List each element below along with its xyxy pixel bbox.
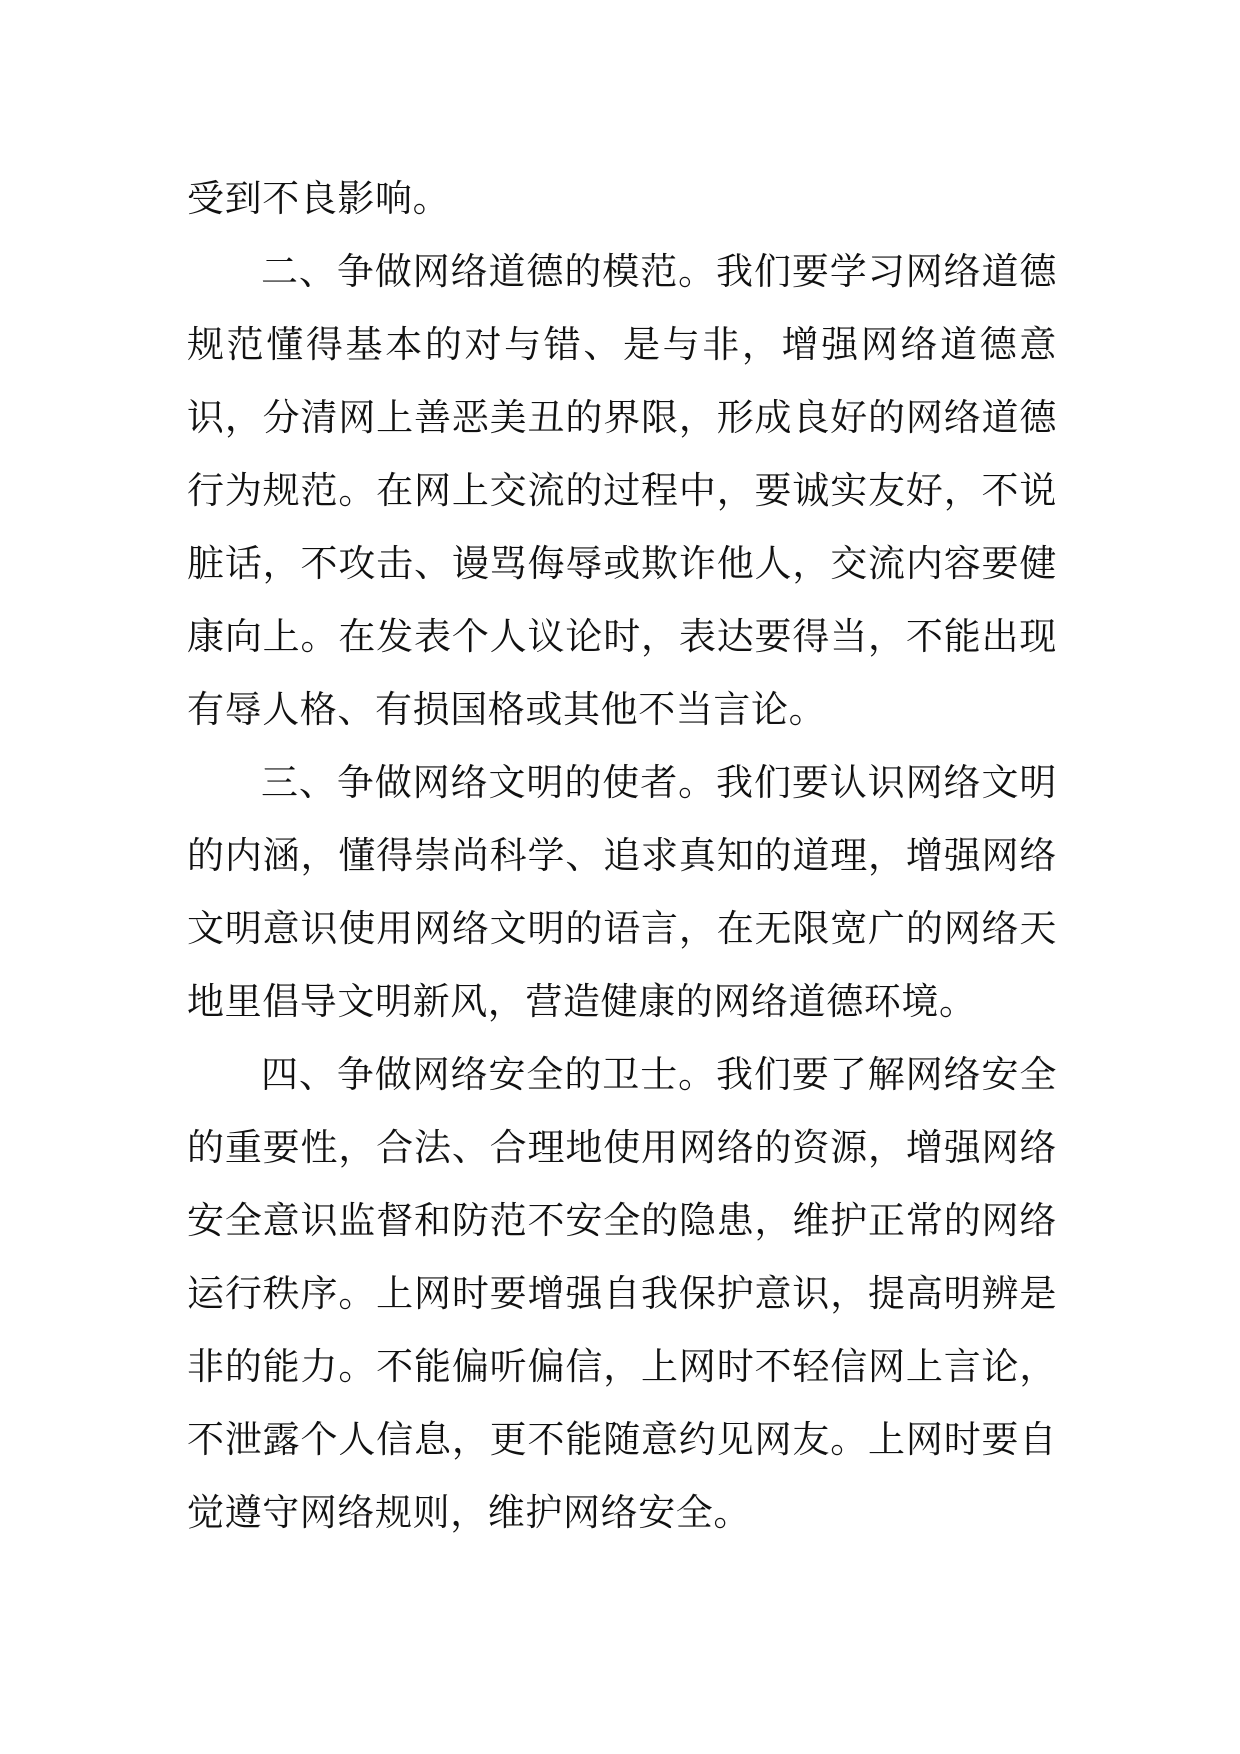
- paragraph-moral-model: 二、争做网络道德的模范。我们要学习网络道德规范懂得基本的对与错、是与非，增强网络道德意识，分清网上善恶美丑的界限，形成良好的网络道德行为规范。在网上交流的过程中，要诚实友好，不说脏话，不攻击、谩骂侮辱或欺诈他人，交流内容要健康向上。在发表个人议论时，表达要得当，不能出现有辱人格、有损国格或其他不当言论。: [187, 250, 1057, 731]
- document-body: [187, 162, 1057, 1549]
- paragraph-civilization-envoy: 三、争做网络文明的使者。我们要认识网络文明的内涵，懂得崇尚科学、追求真知的道理，增强网络文明意识使用网络文明的语言，在无限宽广的网络天地里倡导文明新风，营造健康的网络道德环境。: [187, 761, 1057, 1023]
- paragraph-security-guard: 四、争做网络安全的卫士。我们要了解网络安全的重要性，合法、合理地使用网络的资源，增强网络安全意识监督和防范不安全的隐患，维护正常的网络运行秩序。上网时要增强自我保护意识，提高明辨是非的能力。不能偏听偏信，上网时不轻信网上言论，不泄露个人信息，更不能随意约见网友。上网时要自觉遵守网络规则，维护网络安全。: [187, 1053, 1057, 1534]
- paragraph-continuation: 受到不良影响。: [187, 177, 451, 220]
